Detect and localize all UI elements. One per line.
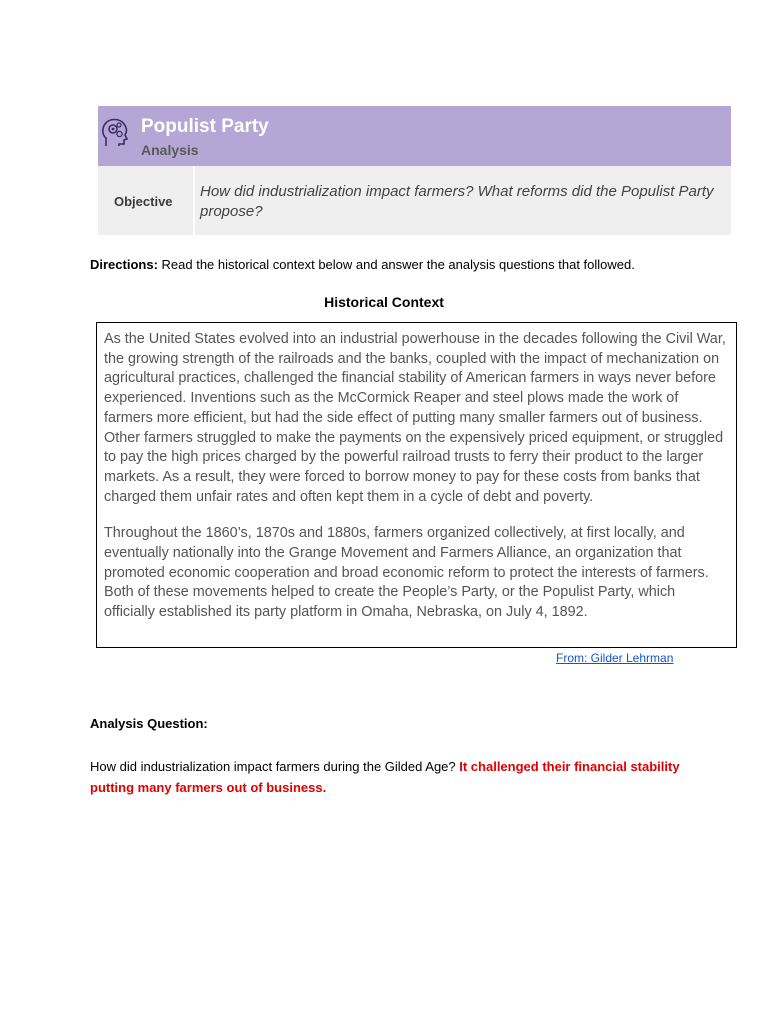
- objective-text: How did industrialization impact farmers? What reforms did the Populist Party propose?: [200, 183, 714, 220]
- source-link[interactable]: From: Gilder Lehrman: [556, 651, 674, 665]
- page-subtitle: Analysis: [141, 142, 199, 158]
- header-band: [98, 106, 731, 166]
- objective-label: Objective: [114, 194, 173, 209]
- directions: [90, 257, 635, 272]
- directions-text: Read the historical context below and answer the analysis questions that followed.: [157, 257, 635, 272]
- analysis-heading: Analysis Question:: [90, 716, 208, 731]
- analysis-question: [90, 756, 700, 798]
- historical-context-box: [96, 322, 737, 648]
- context-heading: Historical Context: [324, 294, 444, 310]
- directions-label: Directions:: [90, 257, 158, 272]
- objective-row: [98, 166, 731, 235]
- head-gears-icon: [100, 116, 130, 148]
- answer-text: It challenged their financial stability putting many farmers out of business.: [90, 759, 680, 795]
- context-paragraph-1: As the United States evolved into an industrial powerhouse in the decades following the Civil War, the growing strength of the railroads and the banks, coupled with the impact of mechanization on agricultural practices, challenged the financial stability of American farmers in ways never before experienced. Inventions such as the McCormick Reaper and steel plows made the work of farmers more efficient, but had the side effect of putting many smaller farmers out of business. Other farmers struggled to make the payments on the expensively priced equipment, or struggled to pay the high prices charged by the powerful railroad trusts to ferry their product to the larger markets. As a result, they were forced to borrow money to pay for these costs from banks that charged them unfair rates and often kept them in a cycle of debt and poverty.: [104, 331, 726, 505]
- question-text: How did industrialization impact farmers during the Gilded Age?: [90, 759, 460, 774]
- objective-divider: [193, 166, 195, 235]
- page-title: Populist Party: [141, 116, 269, 137]
- context-paragraph-2: Throughout the 1860’s, 1870s and 1880s, farmers organized collectively, at first locally, and eventually nationally into the Grange Movement and Farmers Alliance, an organization that promoted economic cooperation and broad economic reform to protect the interests of farmers. Both of these movements helped to create the People’s Party, or the Populist Party, which officially established its party platform in Omaha, Nebraska, on July 4, 1892.: [104, 525, 709, 621]
